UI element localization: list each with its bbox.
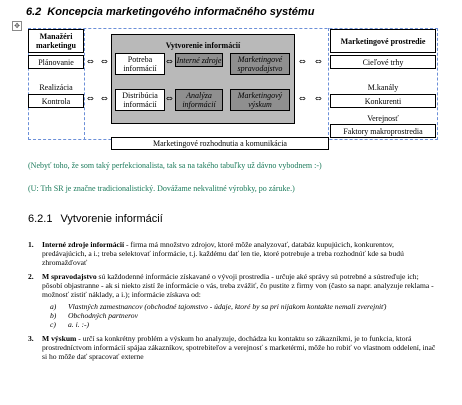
- double-arrow-icon: ⇔: [166, 94, 173, 103]
- section-title: Koncepcia marketingového informačného systému: [47, 6, 315, 18]
- section-number: 6.2: [26, 6, 42, 18]
- note: (U: Trh SR je značne tradicionalistický. Dovážame nekvalitné výrobky, po záruke.): [28, 184, 295, 193]
- list-item-lead: Interné zdroje informácií: [42, 240, 125, 249]
- left-header: Manažéri marketingu: [28, 29, 84, 53]
- bottom-box: Marketingové rozhodnutia a komunikácia: [111, 137, 329, 150]
- note: (Nebyť toho, že som taký perfekcionalista, tak sa na takého tabuľky už dávno vybodnem :-): [28, 161, 322, 170]
- center-box: Marketingový výskum: [230, 89, 290, 111]
- sublist-text: Vlastných zamestnancov (obchodné tajomstvo - údaje, ktoré by sa pri nijakom kontakte nemali zverejniť): [68, 302, 387, 311]
- list-item-lead: M spravodajstvo: [42, 272, 97, 281]
- table-gridline: [84, 28, 85, 140]
- double-arrow-icon: ⇔: [299, 94, 306, 103]
- sublist-letter: c): [50, 320, 56, 329]
- section-heading: [26, 6, 314, 18]
- sublist-item: [42, 311, 438, 320]
- list-item-text: - určí sa konkrétny problém a výskum ho analyzuje, dochádza ku kontaktu so zákazníkmi, je to funkcia, ktorá prostredníctvom informácií spájaa zákazníkov, spotrebiteľov a verejnosť s marketérmi, môže ho robiť vo vlastnom oddelení, inač si ho môže dať spracovať externe: [42, 334, 436, 361]
- left-item: Plánovanie: [28, 55, 84, 69]
- list-number: 1.: [28, 240, 34, 249]
- double-arrow-icon: ⇔: [87, 94, 94, 103]
- double-arrow-icon: ⇔: [315, 94, 322, 103]
- list-item-lead: M výskum: [42, 334, 77, 343]
- sublist-item: [42, 302, 438, 311]
- right-item: Verejnosť: [367, 113, 399, 123]
- subsection-number: 6.2.1: [28, 213, 53, 225]
- mis-diagram: [28, 28, 438, 153]
- left-item: Realizácia: [39, 82, 73, 92]
- sublist-item: [42, 320, 438, 329]
- table-gridline: [328, 28, 329, 140]
- list-item-text: sú každodenné informácie získavané o vývoji prostredia - určuje aké správy sú potrebné a sústreďuje ich; pôsobí objastranne - ak si niekto zistí že informácie o vás, treba zvážiť, čo pustite z firmy von (často sa napr. analyzuje reklama - možnosť zistiť náklady, a i.); informácie získava od:: [42, 272, 434, 299]
- list-item-text: - firma má množstvo zdrojov, ktoré môže analyzovať, databáz kupujúcich, konkurentov, predávajúcich, a i.; treba selektovať informácie, t.j. každému dať len tie, ktoré potrebuje a treba rozhodnúť kde sa budú zhromažďovať: [42, 240, 404, 267]
- double-arrow-icon: ⇔: [101, 57, 108, 66]
- center-box: Marketingové spravodajstvo: [230, 53, 290, 75]
- sublist-letter: b): [50, 311, 57, 320]
- list-number: 3.: [28, 334, 34, 343]
- table-move-handle-icon[interactable]: ✥: [12, 21, 22, 31]
- right-item: M.kanály: [367, 82, 399, 92]
- double-arrow-icon: ⇔: [315, 57, 322, 66]
- subsection-heading: [28, 213, 163, 225]
- list-item: [28, 272, 438, 329]
- center-header-label: Vytvorenie informácií: [165, 41, 241, 50]
- numbered-list: [28, 240, 438, 366]
- left-item: Kontrola: [28, 94, 84, 108]
- center-box: Potreba informácií: [115, 53, 165, 75]
- double-arrow-icon: ⇔: [166, 57, 173, 66]
- right-item: Konkurenti: [330, 94, 436, 108]
- double-arrow-icon: ⇔: [299, 57, 306, 66]
- sublist-letter: a): [50, 302, 57, 311]
- center-box: Interné zdroje: [175, 53, 223, 67]
- double-arrow-icon: ⇔: [101, 94, 108, 103]
- center-box: Distribúcia informácií: [115, 89, 165, 111]
- double-arrow-icon: ⇔: [87, 57, 94, 66]
- right-header: Marketingové prostredie: [330, 29, 436, 53]
- subsection-title: Vytvorenie informácií: [60, 213, 163, 225]
- right-item: Cieľové trhy: [330, 55, 436, 69]
- list-number: 2.: [28, 272, 34, 281]
- sublist-text: Obchodných partnerov: [68, 311, 138, 320]
- center-box: Analýza informácií: [175, 89, 223, 111]
- list-item: [28, 334, 438, 361]
- sublist-text: a. i. :-): [68, 320, 90, 329]
- list-item: [28, 240, 438, 267]
- right-item: Faktory makroprostredia: [330, 124, 436, 138]
